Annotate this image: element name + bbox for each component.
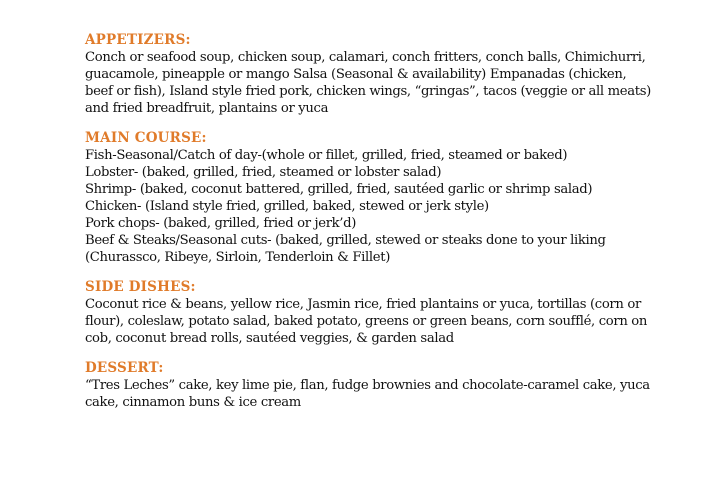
section-side-dishes	[85, 278, 648, 347]
menu-line: beef or fish), Island style fried pork, chicken wings, “gringas”, tacos (veggie or all meats)	[85, 84, 651, 99]
menu-line: flour), coleslaw, potato salad, baked potato, greens or green beans, corn soufflé, corn on	[85, 314, 648, 329]
menu-line: Shrimp- (baked, coconut battered, grilled, fried, sautéed garlic or shrimp salad)	[85, 182, 593, 197]
menu-line: Lobster- (baked, grilled, fried, steamed or lobster salad)	[85, 165, 442, 180]
menu-line: and fried breadfruit, plantains or yuca	[85, 101, 329, 116]
menu-document	[85, 31, 651, 423]
menu-line: Pork chops- (baked, grilled, fried or jerk’d)	[85, 216, 357, 231]
menu-line: cob, coconut bread rolls, sautéed veggies, & garden salad	[85, 331, 454, 346]
section-heading: APPETIZERS:	[85, 32, 191, 48]
menu-line: Beef & Steaks/Seasonal cuts- (baked, grilled, stewed or steaks done to your liking	[85, 233, 606, 248]
menu-line: guacamole, pineapple or mango Salsa (Seasonal & availability) Empanadas (chicken,	[85, 67, 627, 82]
section-heading: MAIN COURSE:	[85, 130, 207, 146]
menu-line: Coconut rice & beans, yellow rice, Jasmin rice, fried plantains or yuca, tortillas (corn or	[85, 297, 641, 312]
section-dessert	[85, 359, 650, 411]
menu-line: cake, cinnamon buns & ice cream	[85, 395, 301, 410]
menu-line: “Tres Leches” cake, key lime pie, flan, fudge brownies and chocolate-caramel cake, yuca	[85, 378, 650, 393]
section-appetizers	[85, 31, 651, 117]
menu-line: Chicken- (Island style fried, grilled, baked, stewed or jerk style)	[85, 199, 489, 214]
menu-line: (Churassco, Ribeye, Sirloin, Tenderloin & Fillet)	[85, 250, 390, 265]
section-heading: SIDE DISHES:	[85, 279, 196, 295]
menu-line: Fish-Seasonal/Catch of day-(whole or fillet, grilled, fried, steamed or baked)	[85, 148, 568, 163]
menu-line: Conch or seafood soup, chicken soup, calamari, conch fritters, conch balls, Chimichurri,	[85, 50, 646, 65]
section-main-course	[85, 129, 645, 266]
section-heading: DESSERT:	[85, 360, 164, 376]
